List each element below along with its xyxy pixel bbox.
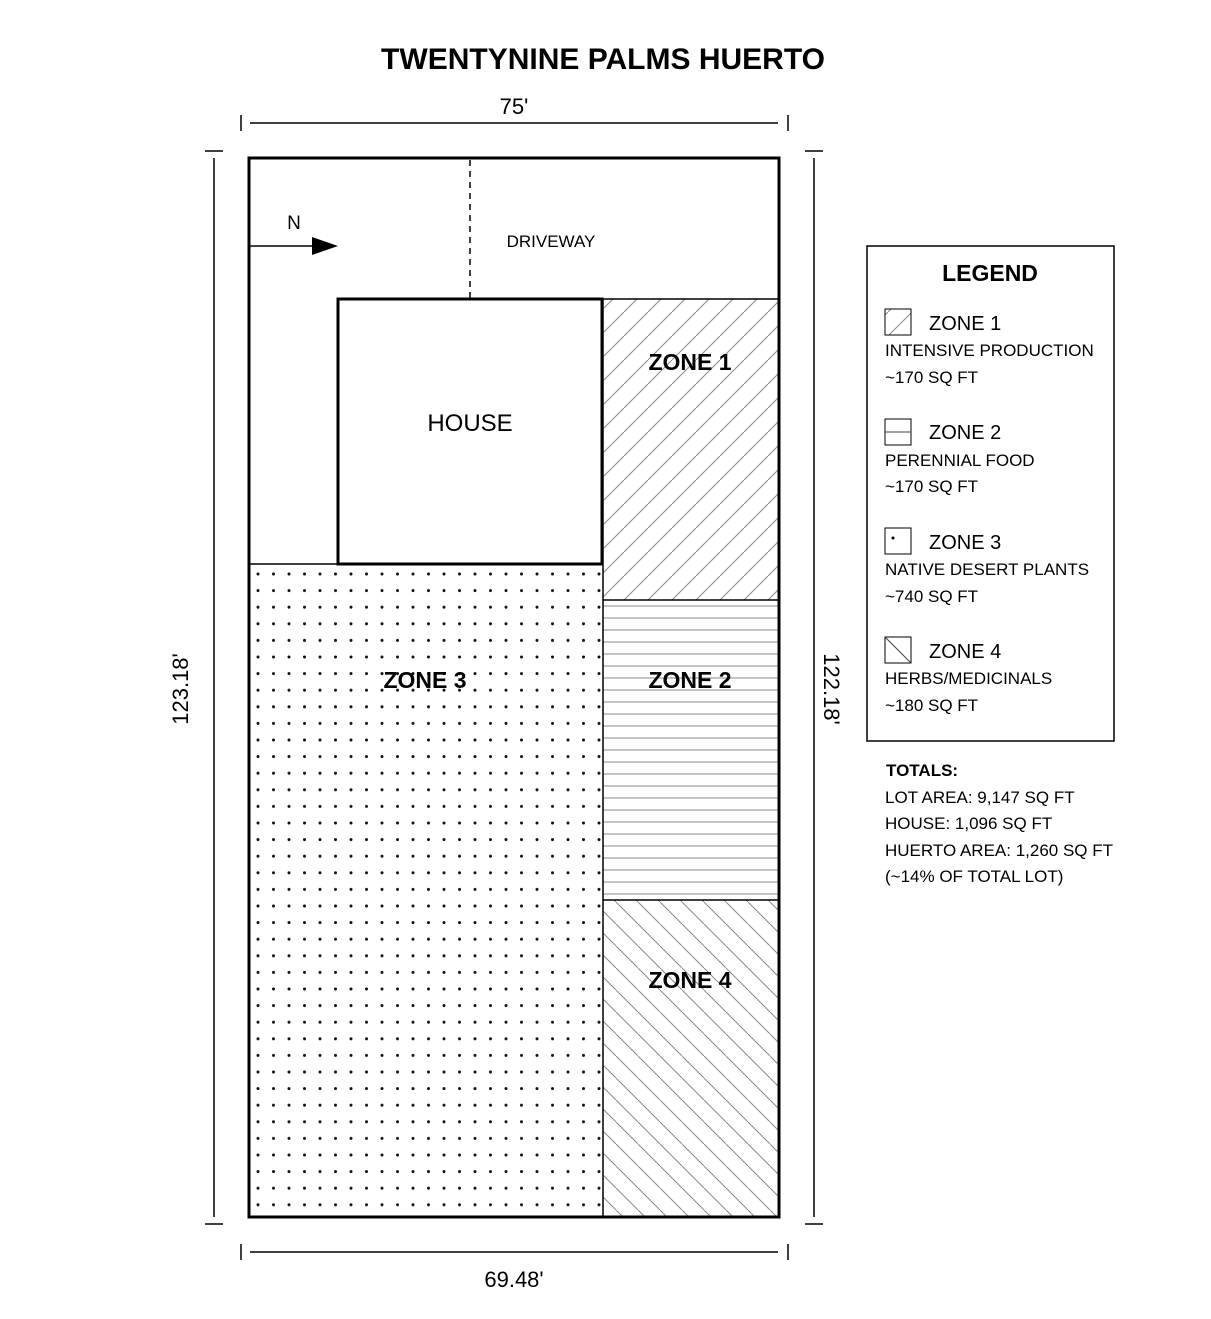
legend-zone-3-desc: NATIVE DESERT PLANTS bbox=[885, 560, 1090, 579]
left-dimension-label: 123.18' bbox=[168, 653, 193, 725]
zone-2-area bbox=[603, 600, 778, 900]
zone-2-label: ZONE 2 bbox=[648, 667, 732, 693]
top-dimension-label: 75' bbox=[499, 94, 529, 119]
legend-zone-2-desc: PERENNIAL FOOD bbox=[885, 451, 1035, 470]
zone-1-area bbox=[603, 299, 778, 600]
north-arrow-icon bbox=[250, 237, 338, 255]
legend-zone-4-desc: HERBS/MEDICINALS bbox=[885, 669, 1053, 688]
right-dimension-label: 122.18' bbox=[819, 653, 844, 725]
legend-zone-4-name: ZONE 4 bbox=[929, 641, 1002, 663]
zone-3-label: ZONE 3 bbox=[383, 667, 467, 693]
totals-huerto-area: HUERTO AREA: 1,260 SQ FT bbox=[885, 841, 1114, 860]
totals-block bbox=[885, 761, 1113, 886]
legend-zone-2-name: ZONE 2 bbox=[929, 422, 1002, 444]
right-dimension bbox=[805, 151, 844, 1224]
legend-swatch-zone-1 bbox=[885, 309, 911, 335]
legend-zone-4-area: ~180 SQ FT bbox=[885, 696, 979, 715]
bottom-dimension bbox=[241, 1244, 788, 1292]
totals-lot-area: LOT AREA: 9,147 SQ FT bbox=[885, 788, 1075, 807]
legend-zone-1-area: ~170 SQ FT bbox=[885, 368, 979, 387]
zone-4-label: ZONE 4 bbox=[648, 967, 732, 993]
legend-zone-2-area: ~170 SQ FT bbox=[885, 477, 979, 496]
zone-3-area bbox=[250, 564, 603, 1217]
totals-percent: (~14% OF TOTAL LOT) bbox=[885, 867, 1064, 886]
totals-house: HOUSE: 1,096 SQ FT bbox=[885, 814, 1053, 833]
driveway-label: DRIVEWAY bbox=[506, 232, 596, 251]
left-dimension bbox=[168, 151, 223, 1224]
legend-box bbox=[867, 246, 1114, 741]
legend-zone-3-name: ZONE 3 bbox=[929, 532, 1002, 554]
zone-4-area bbox=[603, 900, 778, 1217]
bottom-dimension-label: 69.48' bbox=[484, 1267, 544, 1292]
legend-zone-1-desc: INTENSIVE PRODUCTION bbox=[885, 341, 1094, 360]
legend-zone-1-name: ZONE 1 bbox=[929, 313, 1002, 335]
zone-1-label: ZONE 1 bbox=[648, 349, 732, 375]
north-label: N bbox=[287, 213, 301, 234]
house-label: HOUSE bbox=[427, 410, 513, 437]
legend-title: LEGEND bbox=[942, 260, 1038, 286]
legend-swatch-zone-3 bbox=[885, 528, 911, 554]
legend-zone-3-area: ~740 SQ FT bbox=[885, 587, 979, 606]
plan-title: TWENTYNINE PALMS HUERTO bbox=[381, 43, 825, 76]
totals-heading: TOTALS: bbox=[886, 761, 959, 780]
top-dimension bbox=[241, 94, 788, 131]
